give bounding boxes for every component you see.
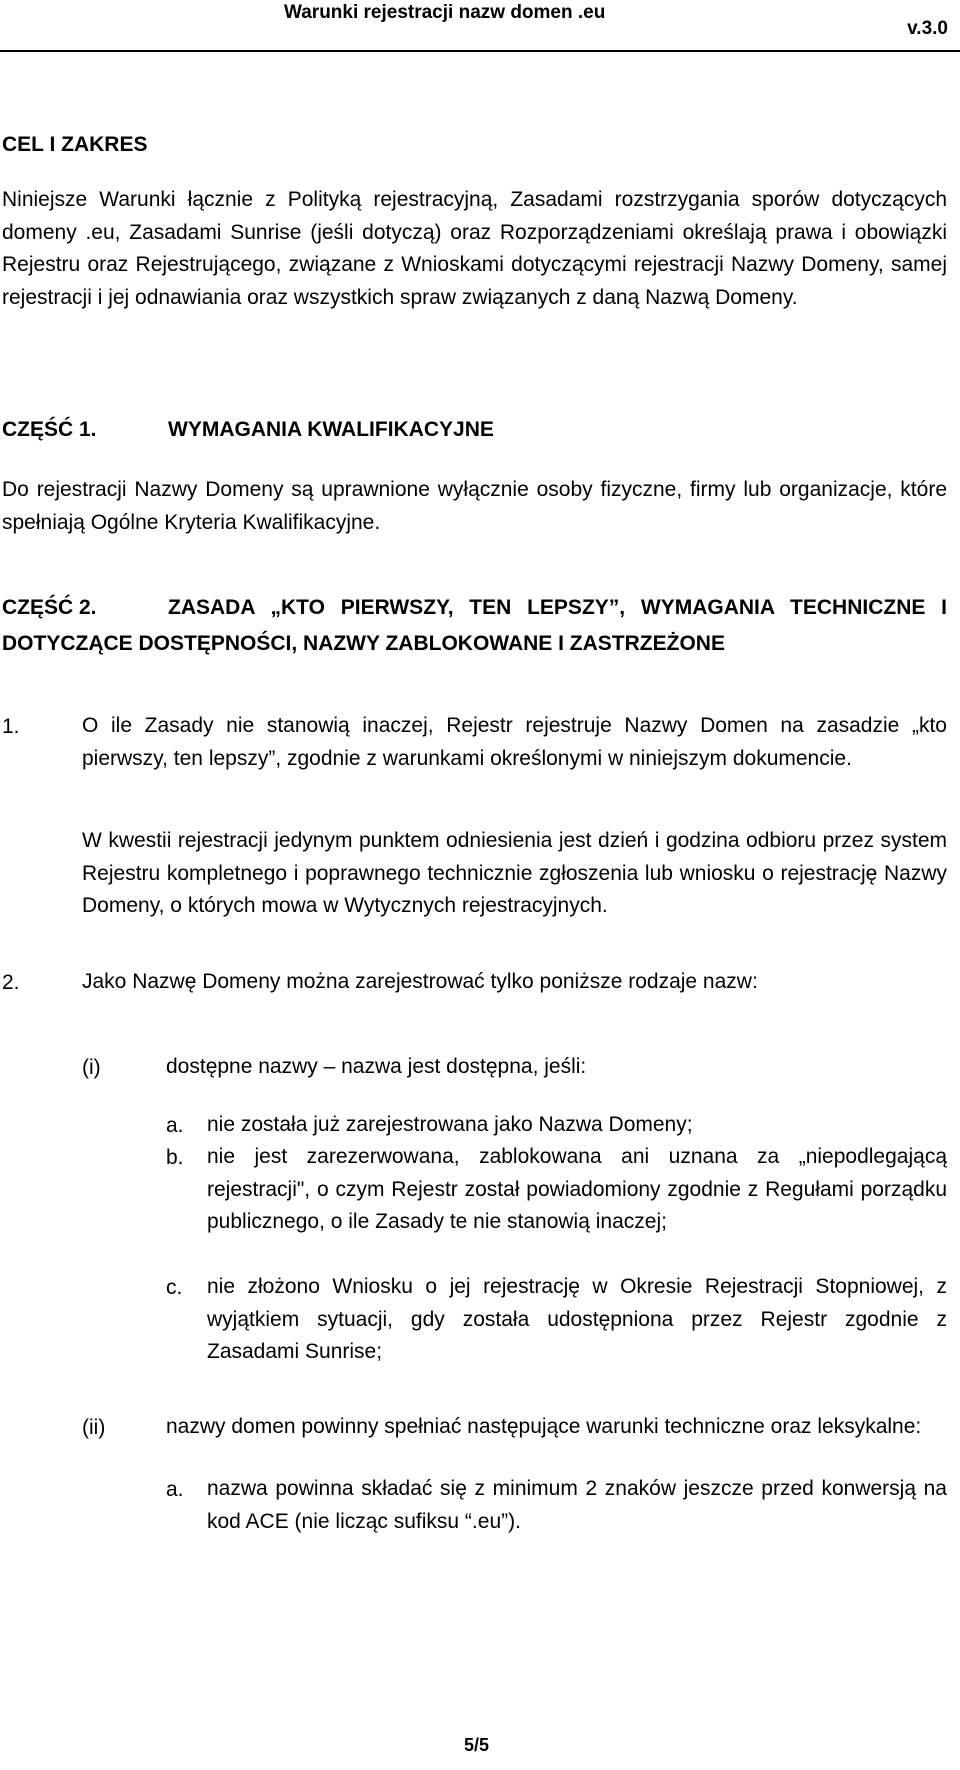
header-divider [0,50,960,52]
sub-i-c-text: nie złożono Wniosku o jej rejestrację w Okresie Rejestracji Stopniowej, z wyjątkiem sytuacji, gdy została udostępniona przez Rejestr zgodnie z Zasadami Sunrise; [207,1275,947,1363]
part1-heading [2,418,494,442]
sub-i-b-text: nie jest zarezerwowana, zablokowana ani uznana za „niepodlegającą rejestracji", o czym Rejestr został powiadomiony zgodnie z Regułami porządku publicznego, o ile Zasady te nie stanowią inaczej; [207,1145,947,1233]
sub-i-a-label: a. [166,1114,184,1137]
sub-ii-text: nazwy domen powinny spełniać następujące warunki techniczne oraz leksykalne: [166,1415,922,1438]
intro-paragraph: Niniejsze Warunki łącznie z Polityką rejestracyjną, Zasadami rozstrzygania sporów dotyczących domeny .eu, Zasadami Sunrise (jeśli dotyczą) oraz Rozporządzeniami określają prawa i obowiązki Rejestru oraz Rejestrującego, związane z Wnioskami dotyczącymi rejestracji Nazwy Domeny, samej rejestracji i jej odnawiania oraz wszystkich spraw związanych z daną Nazwą Domeny. [2,188,947,309]
part1-label: CZĘŚĆ 1. [2,418,97,441]
sub-ii-a-text: nazwa powinna składać się z minimum 2 znaków jeszcze przed konwersją na kod ACE (nie licząc sufiksu “.eu”). [207,1477,947,1533]
sub-i-a-text: nie została już zarejestrowana jako Nazwa Domeny; [207,1113,693,1136]
part2-heading [2,590,947,662]
item1-number: 1. [2,715,20,738]
part1-title: WYMAGANIA KWALIFIKACYJNE [168,418,494,441]
item2-paragraph: Jako Nazwę Domeny można zarejestrować tylko poniższe rodzaje nazw: [82,970,758,993]
item1-paragraph: O ile Zasady nie stanowią inaczej, Rejestr rejestruje Nazwy Domen na zasadzie „kto pierwszy, ten lepszy”, zgodnie z warunkami określonymi w niniejszym dokumencie. [82,714,947,770]
sub-i-c-label: c. [166,1276,183,1299]
sub-i-text: dostępne nazwy – nazwa jest dostępna, jeśli: [166,1055,587,1078]
page-number: 5/5 [464,1735,490,1755]
item2-number: 2. [2,971,20,994]
intro-heading: CEL I ZAKRES [2,133,148,156]
part1-paragraph: Do rejestracji Nazwy Domeny są uprawnione wyłącznie osoby fizyczne, firmy lub organizacje, które spełniają Ogólne Kryteria Kwalifikacyjne. [2,478,947,534]
header-version: v.3.0 [907,18,948,39]
sub-ii-label: (ii) [82,1416,106,1439]
sub-i-b-label: b. [166,1146,184,1169]
part2-label: CZĘŚĆ 2. [2,596,97,619]
item1-paragraph-2: W kwestii rejestracji jedynym punktem odniesienia jest dzień i godzina odbioru przez system Rejestru kompletnego i poprawnego technicznie zgłoszenia lub wniosku o rejestrację Nazwy Domeny, o których mowa w Wytycznych rejestracyjnych. [82,829,947,917]
sub-i-label: (i) [82,1056,101,1079]
sub-ii-a-label: a. [166,1478,184,1501]
part2-title: ZASADA „KTO PIERWSZY, TEN LEPSZY”, WYMAGANIA TECHNICZNE I DOTYCZĄCE DOSTĘPNOŚCI, NAZWY ZABLOKOWANE I ZASTRZEŻONE [2,596,947,655]
header-title: Warunki rejestracji nazw domen .eu [284,2,606,23]
